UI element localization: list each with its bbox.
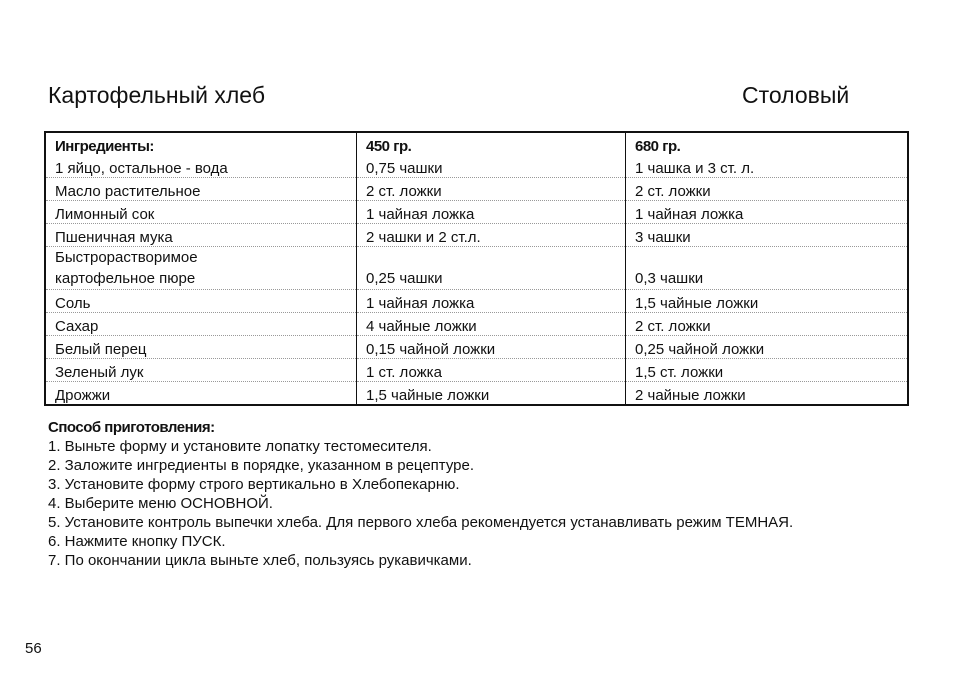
ingredients-table [44,131,909,406]
method-step: 4. Выберите меню ОСНОВНОЙ. [48,495,273,512]
table-cell: 1 чайная ложка [357,290,626,313]
table-cell: Лимонный сок [45,201,357,224]
table-row [45,201,908,224]
method-step: 7. По окончании цикла выньте хлеб, пользуясь рукавичками. [48,552,472,569]
method-step: 5. Установите контроль выпечки хлеба. Для первого хлеба рекомендуется устанавливать режим ТЕМНАЯ. [48,514,794,531]
method-section [48,418,793,570]
cell-line: картофельное пюре [55,270,196,287]
method-step: 2. Заложите ингредиенты в порядке, указанном в рецептуре. [48,457,475,474]
table-cell: Пшеничная мука [45,224,357,247]
table-cell: 3 чашки [626,224,909,247]
table-cell [626,247,909,290]
table-cell: 2 ст. ложки [626,313,909,336]
table-cell: 0,25 чайной ложки [626,336,909,359]
table-cell: Сахар [45,313,357,336]
table-cell [45,247,357,290]
header-ingredients: Ингредиенты: [55,138,154,155]
table-cell: 0,15 чайной ложки [357,336,626,359]
table-cell: 0,75 чашки [357,155,626,178]
table-cell: 1,5 чайные ложки [357,382,626,406]
recipe-title: Картофельный хлеб [48,82,265,108]
method-heading: Способ приготовления: [48,419,215,436]
table-row [45,313,908,336]
header-680: 680 гр. [626,132,909,155]
page-number: 56 [25,640,42,657]
table-cell: 2 чайные ложки [626,382,909,406]
table-cell: Зеленый лук [45,359,357,382]
table-row [45,247,908,290]
table-row [45,382,908,406]
table-cell: Соль [45,290,357,313]
table-cell: Белый перец [45,336,357,359]
header-450: 450 гр. [357,132,626,155]
method-step: 3. Установите форму строго вертикально в Хлебопекарню. [48,476,460,493]
table-cell [357,247,626,290]
method-step: 1. Выньте форму и установите лопатку тестомесителя. [48,438,432,455]
table-row [45,336,908,359]
table-cell: 1 ст. ложка [357,359,626,382]
table-cell: 2 чашки и 2 ст.л. [357,224,626,247]
table-cell: 1,5 ст. ложки [626,359,909,382]
table-row [45,178,908,201]
table-cell: Масло растительное [45,178,357,201]
table-cell: 2 ст. ложки [626,178,909,201]
table-cell: 4 чайные ложки [357,313,626,336]
table-row [45,155,908,178]
table-cell: 1 чашка и 3 ст. л. [626,155,909,178]
table-cell: 1 чайная ложка [626,201,909,224]
table-row [45,224,908,247]
table-cell: 1,5 чайные ложки [626,290,909,313]
table-cell: 1 яйцо, остальное - вода [45,155,357,178]
table-cell: Дрожжи [55,387,111,404]
table-row [45,290,908,313]
table-cell: 2 ст. ложки [357,178,626,201]
cell-line [366,247,625,268]
cell-line [635,247,907,268]
recipe-category: Столовый [742,82,850,108]
cell-line: 0,3 чашки [635,270,704,287]
table-row [45,359,908,382]
table-header-row [45,132,908,155]
table-cell: 1 чайная ложка [357,201,626,224]
method-step: 6. Нажмите кнопку ПУСК. [48,533,226,550]
cell-line: Быстрорастворимое [55,249,198,266]
cell-line: 0,25 чашки [366,270,443,287]
